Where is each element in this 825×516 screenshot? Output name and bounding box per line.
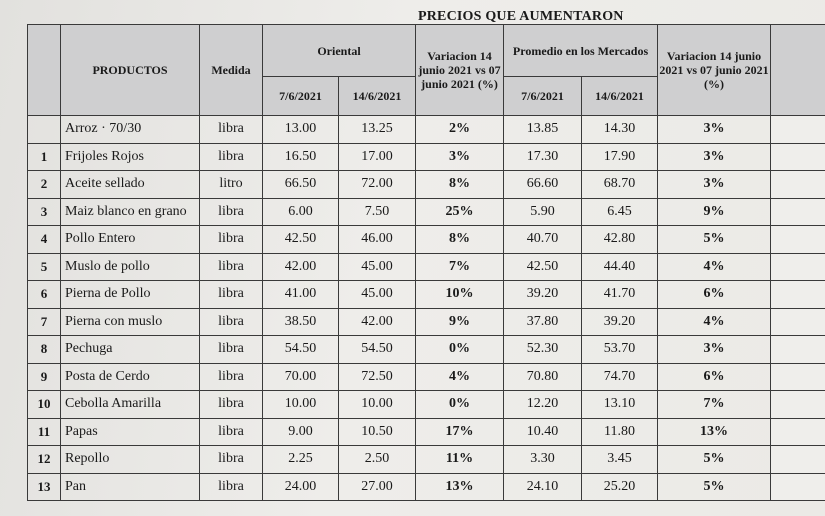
oriental-prev-price: 54.50 [263,336,339,364]
extra-cell [771,198,825,226]
unit: libra [200,473,263,501]
unit: litro [200,171,263,199]
oriental-variation: 13% [416,473,504,501]
product-name: Aceite sellado [61,171,200,199]
oriental-prev-price: 10.00 [263,391,339,419]
oriental-curr-price: 13.25 [339,116,416,144]
oriental-curr-price: 45.00 [339,253,416,281]
market-prev-price: 12.20 [504,391,582,419]
oriental-curr-price: 46.00 [339,226,416,254]
extra-cell [771,308,825,336]
market-curr-price: 39.20 [582,308,658,336]
market-variation: 6% [658,363,771,391]
extra-cell [771,336,825,364]
oriental-variation: 25% [416,198,504,226]
oriental-curr-price: 72.50 [339,363,416,391]
oriental-variation: 7% [416,253,504,281]
unit: libra [200,253,263,281]
market-variation: 5% [658,226,771,254]
market-curr-price: 42.80 [582,226,658,254]
unit: libra [200,281,263,309]
product-name: Pollo Entero [61,226,200,254]
product-name: Pechuga [61,336,200,364]
oriental-prev-price: 9.00 [263,418,339,446]
extra-cell [771,281,825,309]
market-variation: 5% [658,473,771,501]
medida-header: Medida [200,25,263,116]
row-index: 8 [28,336,61,364]
oriental-prev-price: 24.00 [263,473,339,501]
row-index: 12 [28,446,61,474]
market-prev-price: 39.20 [504,281,582,309]
table-row [28,391,825,419]
extra-cell [771,253,825,281]
table-row [28,198,825,226]
market-prev-price: 40.70 [504,226,582,254]
market-variation: 3% [658,171,771,199]
oriental-prev-price: 16.50 [263,143,339,171]
row-index: 1 [28,143,61,171]
oriental-curr-price: 2.50 [339,446,416,474]
market-variation: 7% [658,391,771,419]
oriental-curr-price: 42.00 [339,308,416,336]
market-curr-price: 25.20 [582,473,658,501]
oriental-curr-price: 27.00 [339,473,416,501]
row-index: 9 [28,363,61,391]
market-variation: 4% [658,253,771,281]
market-prev-price: 66.60 [504,171,582,199]
promedio-header: Promedio en los Mercados [504,25,658,77]
table-row [28,446,825,474]
market-curr-price: 53.70 [582,336,658,364]
unit: libra [200,391,263,419]
market-variation: 6% [658,281,771,309]
oriental-header: Oriental [263,25,416,77]
productos-header: PRODUCTOS [61,25,200,116]
table-row [28,143,825,171]
oriental-variation: 9% [416,308,504,336]
oriental-variation: 3% [416,143,504,171]
unit: libra [200,418,263,446]
market-curr-price: 11.80 [582,418,658,446]
oriental-variation: 4% [416,363,504,391]
market-curr-price: 14.30 [582,116,658,144]
unit: libra [200,308,263,336]
market-prev-price: 13.85 [504,116,582,144]
oriental-prev-price: 6.00 [263,198,339,226]
table-row [28,336,825,364]
market-prev-price: 24.10 [504,473,582,501]
table-row [28,226,825,254]
product-name: Cebolla Amarilla [61,391,200,419]
oriental-prev-price: 13.00 [263,116,339,144]
market-curr-price: 68.70 [582,171,658,199]
market-curr-price: 3.45 [582,446,658,474]
oriental-curr-price: 72.00 [339,171,416,199]
row-index: 5 [28,253,61,281]
extra-cell [771,446,825,474]
table-row [28,253,825,281]
row-index [28,116,61,144]
date-header-oriental-curr: 14/6/2021 [339,77,416,116]
row-index: 6 [28,281,61,309]
market-curr-price: 17.90 [582,143,658,171]
oriental-variation: 0% [416,336,504,364]
oriental-variation: 17% [416,418,504,446]
row-index: 11 [28,418,61,446]
date-header-promedio-prev: 7/6/2021 [504,77,582,116]
oriental-prev-price: 41.00 [263,281,339,309]
row-index: 2 [28,171,61,199]
oriental-prev-price: 2.25 [263,446,339,474]
market-variation: 3% [658,336,771,364]
unit: libra [200,446,263,474]
product-name: Arroz · 70/30 [61,116,200,144]
variacion-promedio-header: Variacion 14 junio 2021 vs 07 junio 2021 (%) [658,25,771,116]
product-name: Frijoles Rojos [61,143,200,171]
row-index: 13 [28,473,61,501]
market-curr-price: 41.70 [582,281,658,309]
product-name: Maiz blanco en grano [61,198,200,226]
row-index: 4 [28,226,61,254]
oriental-variation: 2% [416,116,504,144]
market-variation: 13% [658,418,771,446]
price-table [27,24,825,501]
oriental-prev-price: 42.50 [263,226,339,254]
oriental-variation: 8% [416,226,504,254]
table-row [28,473,825,501]
unit: libra [200,363,263,391]
row-index: 7 [28,308,61,336]
market-curr-price: 74.70 [582,363,658,391]
market-variation: 3% [658,143,771,171]
market-prev-price: 42.50 [504,253,582,281]
market-prev-price: 70.80 [504,363,582,391]
table-row [28,171,825,199]
market-variation: 4% [658,308,771,336]
market-curr-price: 13.10 [582,391,658,419]
oriental-curr-price: 10.00 [339,391,416,419]
product-name: Posta de Cerdo [61,363,200,391]
row-index: 10 [28,391,61,419]
unit: libra [200,336,263,364]
market-prev-price: 5.90 [504,198,582,226]
market-prev-price: 10.40 [504,418,582,446]
extra-header [771,25,825,116]
oriental-curr-price: 10.50 [339,418,416,446]
product-name: Papas [61,418,200,446]
extra-cell [771,226,825,254]
oriental-curr-price: 17.00 [339,143,416,171]
extra-cell [771,116,825,144]
unit: libra [200,143,263,171]
oriental-curr-price: 54.50 [339,336,416,364]
oriental-curr-price: 45.00 [339,281,416,309]
product-name: Muslo de pollo [61,253,200,281]
row-index: 3 [28,198,61,226]
product-name: Pierna de Pollo [61,281,200,309]
extra-cell [771,391,825,419]
table-row [28,418,825,446]
index-header [28,25,61,116]
extra-cell [771,171,825,199]
market-curr-price: 44.40 [582,253,658,281]
unit: libra [200,226,263,254]
oriental-variation: 8% [416,171,504,199]
oriental-prev-price: 70.00 [263,363,339,391]
market-variation: 9% [658,198,771,226]
oriental-prev-price: 38.50 [263,308,339,336]
product-name: Pan [61,473,200,501]
date-header-promedio-curr: 14/6/2021 [582,77,658,116]
market-prev-price: 52.30 [504,336,582,364]
oriental-variation: 10% [416,281,504,309]
table-row [28,308,825,336]
market-curr-price: 6.45 [582,198,658,226]
market-prev-price: 17.30 [504,143,582,171]
extra-cell [771,418,825,446]
unit: libra [200,198,263,226]
oriental-prev-price: 66.50 [263,171,339,199]
document-title: PRECIOS QUE AUMENTARON [418,9,624,24]
oriental-prev-price: 42.00 [263,253,339,281]
date-header-oriental-prev: 7/6/2021 [263,77,339,116]
oriental-variation: 11% [416,446,504,474]
extra-cell [771,473,825,501]
market-variation: 3% [658,116,771,144]
table-row [28,116,825,144]
product-name: Repollo [61,446,200,474]
oriental-curr-price: 7.50 [339,198,416,226]
variacion-oriental-header: Variacion 14 junio 2021 vs 07 junio 2021 (%) [416,25,504,116]
table-row [28,281,825,309]
oriental-variation: 0% [416,391,504,419]
market-prev-price: 37.80 [504,308,582,336]
product-name: Pierna con muslo [61,308,200,336]
table-row [28,363,825,391]
extra-cell [771,363,825,391]
extra-cell [771,143,825,171]
market-prev-price: 3.30 [504,446,582,474]
unit: libra [200,116,263,144]
market-variation: 5% [658,446,771,474]
